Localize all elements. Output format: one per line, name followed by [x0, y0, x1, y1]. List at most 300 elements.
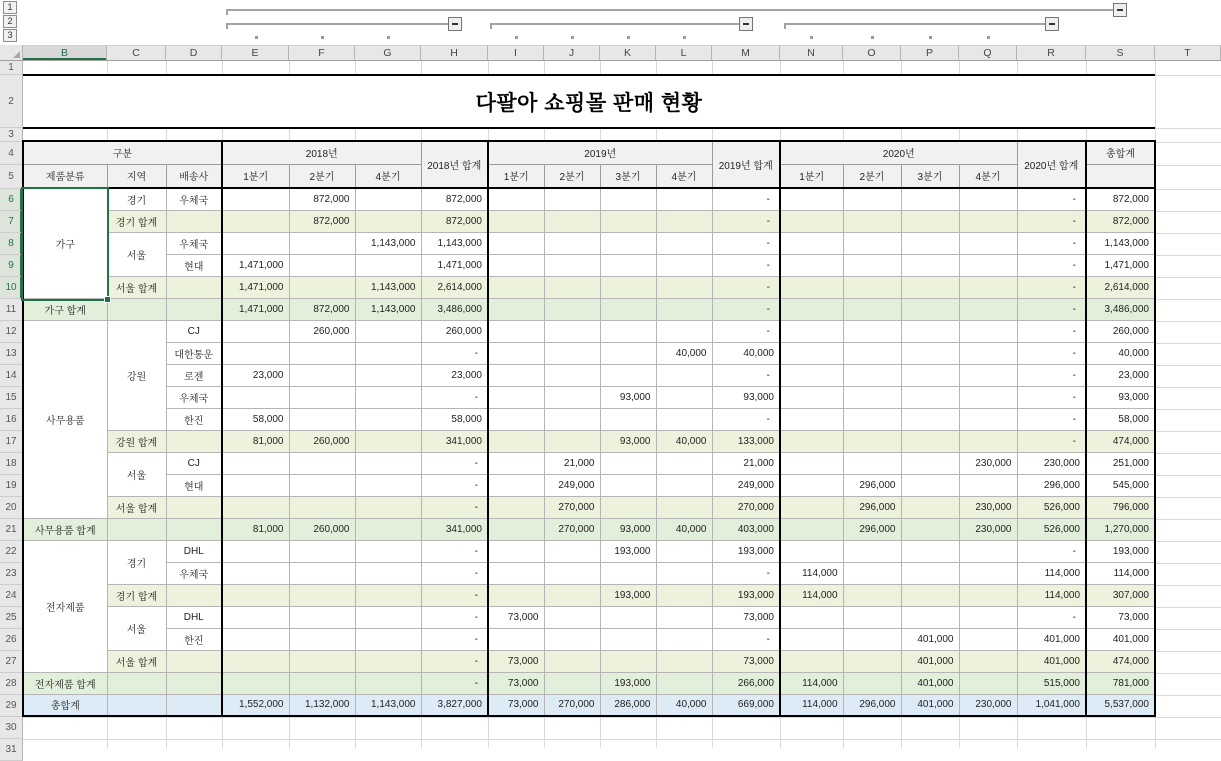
cell-H25[interactable]: -: [421, 606, 488, 628]
cell-B6[interactable]: 가구: [23, 188, 107, 298]
cell-H17[interactable]: 341,000: [421, 430, 488, 452]
header-quarter[interactable]: 1분기: [488, 164, 544, 188]
cell-J20[interactable]: 270,000: [544, 496, 600, 518]
cell-C6[interactable]: 경기: [107, 188, 166, 210]
cell-G12[interactable]: [355, 320, 421, 342]
cell-P23[interactable]: [901, 562, 959, 584]
header-quarter[interactable]: 1분기: [222, 164, 289, 188]
cell-S6[interactable]: 872,000: [1086, 188, 1155, 210]
cell-M13[interactable]: 40,000: [712, 342, 780, 364]
cell-Q11[interactable]: [959, 298, 1017, 320]
cell-J17[interactable]: [544, 430, 600, 452]
cell-D22[interactable]: DHL: [166, 540, 222, 562]
cell-S17[interactable]: 474,000: [1086, 430, 1155, 452]
cell-J11[interactable]: [544, 298, 600, 320]
row-header-30[interactable]: 30: [0, 717, 23, 739]
cell-M16[interactable]: -: [712, 408, 780, 430]
cell-C11[interactable]: [107, 298, 166, 320]
cell-F10[interactable]: [289, 276, 355, 298]
column-header-Q[interactable]: Q: [959, 45, 1017, 61]
cell-P20[interactable]: [901, 496, 959, 518]
cell-F6[interactable]: 872,000: [289, 188, 355, 210]
cell-J24[interactable]: [544, 584, 600, 606]
cell-R8[interactable]: -: [1017, 232, 1086, 254]
cell-H11[interactable]: 3,486,000: [421, 298, 488, 320]
cell-K18[interactable]: [600, 452, 656, 474]
cell-L12[interactable]: [656, 320, 712, 342]
cell-G29[interactable]: 1,143,000: [355, 694, 421, 716]
row-header-23[interactable]: 23: [0, 563, 23, 585]
cell-M12[interactable]: -: [712, 320, 780, 342]
cell-L24[interactable]: [656, 584, 712, 606]
cell-Q10[interactable]: [959, 276, 1017, 298]
cell-H15[interactable]: -: [421, 386, 488, 408]
cell-R16[interactable]: -: [1017, 408, 1086, 430]
cell-Q12[interactable]: [959, 320, 1017, 342]
cell-G18[interactable]: [355, 452, 421, 474]
cell-L17[interactable]: 40,000: [656, 430, 712, 452]
cell-O23[interactable]: [843, 562, 901, 584]
cell-D8[interactable]: 우체국: [166, 232, 222, 254]
cell-F20[interactable]: [289, 496, 355, 518]
cell-G15[interactable]: [355, 386, 421, 408]
cell-I25[interactable]: 73,000: [488, 606, 544, 628]
cell-S25[interactable]: 73,000: [1086, 606, 1155, 628]
column-header-R[interactable]: R: [1017, 45, 1086, 61]
cell-R17[interactable]: -: [1017, 430, 1086, 452]
cell-R11[interactable]: -: [1017, 298, 1086, 320]
cell-L29[interactable]: 40,000: [656, 694, 712, 716]
cell-P11[interactable]: [901, 298, 959, 320]
cell-M7[interactable]: -: [712, 210, 780, 232]
cell-I13[interactable]: [488, 342, 544, 364]
cell-N21[interactable]: [780, 518, 843, 540]
cell-G13[interactable]: [355, 342, 421, 364]
cell-P12[interactable]: [901, 320, 959, 342]
outline-level-2-button[interactable]: 2: [3, 15, 17, 28]
cell-G16[interactable]: [355, 408, 421, 430]
cell-G17[interactable]: [355, 430, 421, 452]
cell-F26[interactable]: [289, 628, 355, 650]
cell-O18[interactable]: [843, 452, 901, 474]
cell-M6[interactable]: -: [712, 188, 780, 210]
cell-H28[interactable]: -: [421, 672, 488, 694]
cell-Q15[interactable]: [959, 386, 1017, 408]
cell-D9[interactable]: 현대: [166, 254, 222, 276]
cell-C7[interactable]: 경기 합계: [107, 210, 166, 232]
cell-R22[interactable]: -: [1017, 540, 1086, 562]
cell-G24[interactable]: [355, 584, 421, 606]
cell-Q17[interactable]: [959, 430, 1017, 452]
row-header-3[interactable]: 3: [0, 128, 23, 142]
cell-O28[interactable]: [843, 672, 901, 694]
cell-G14[interactable]: [355, 364, 421, 386]
column-header-N[interactable]: N: [780, 45, 843, 61]
cell-K29[interactable]: 286,000: [600, 694, 656, 716]
cell-F28[interactable]: [289, 672, 355, 694]
cell-K22[interactable]: 193,000: [600, 540, 656, 562]
row-header-11[interactable]: 11: [0, 299, 23, 321]
cell-C18[interactable]: 서울: [107, 452, 166, 496]
cell-M17[interactable]: 133,000: [712, 430, 780, 452]
cell-K7[interactable]: [600, 210, 656, 232]
cell-O25[interactable]: [843, 606, 901, 628]
cell-E7[interactable]: [222, 210, 289, 232]
cell-S28[interactable]: 781,000: [1086, 672, 1155, 694]
cell-R12[interactable]: -: [1017, 320, 1086, 342]
cell-I26[interactable]: [488, 628, 544, 650]
cell-O29[interactable]: 296,000: [843, 694, 901, 716]
cell-E22[interactable]: [222, 540, 289, 562]
column-header-E[interactable]: E: [222, 45, 289, 61]
cell-J19[interactable]: 249,000: [544, 474, 600, 496]
cell-P25[interactable]: [901, 606, 959, 628]
cell-O10[interactable]: [843, 276, 901, 298]
cell-O27[interactable]: [843, 650, 901, 672]
cell-O26[interactable]: [843, 628, 901, 650]
cell-S9[interactable]: 1,471,000: [1086, 254, 1155, 276]
cell-J29[interactable]: 270,000: [544, 694, 600, 716]
cell-N25[interactable]: [780, 606, 843, 628]
cell-J6[interactable]: [544, 188, 600, 210]
cell-C12[interactable]: 강원: [107, 320, 166, 430]
cell-M26[interactable]: -: [712, 628, 780, 650]
cell-K19[interactable]: [600, 474, 656, 496]
cell-J15[interactable]: [544, 386, 600, 408]
collapse-all-years-button[interactable]: [1113, 3, 1127, 17]
cell-R24[interactable]: 114,000: [1017, 584, 1086, 606]
cell-C10[interactable]: 서울 합계: [107, 276, 166, 298]
cell-P8[interactable]: [901, 232, 959, 254]
row-header-12[interactable]: 12: [0, 321, 23, 343]
header-quarter[interactable]: 2분기: [289, 164, 355, 188]
cell-I16[interactable]: [488, 408, 544, 430]
cell-I22[interactable]: [488, 540, 544, 562]
cell-E23[interactable]: [222, 562, 289, 584]
cell-D25[interactable]: DHL: [166, 606, 222, 628]
cell-G11[interactable]: 1,143,000: [355, 298, 421, 320]
cell-N24[interactable]: 114,000: [780, 584, 843, 606]
header-dim-column[interactable]: 제품분류: [23, 164, 107, 188]
cell-S7[interactable]: 872,000: [1086, 210, 1155, 232]
cell-G8[interactable]: 1,143,000: [355, 232, 421, 254]
cell-D11[interactable]: [166, 298, 222, 320]
cell-G6[interactable]: [355, 188, 421, 210]
cell-F14[interactable]: [289, 364, 355, 386]
column-header-C[interactable]: C: [107, 45, 166, 61]
cell-E21[interactable]: 81,000: [222, 518, 289, 540]
cell-I6[interactable]: [488, 188, 544, 210]
cell-Q6[interactable]: [959, 188, 1017, 210]
cell-H20[interactable]: -: [421, 496, 488, 518]
cell-D23[interactable]: 우체국: [166, 562, 222, 584]
cell-I23[interactable]: [488, 562, 544, 584]
cell-Q26[interactable]: [959, 628, 1017, 650]
cell-M14[interactable]: -: [712, 364, 780, 386]
cell-E27[interactable]: [222, 650, 289, 672]
cell-S18[interactable]: 251,000: [1086, 452, 1155, 474]
cell-K24[interactable]: 193,000: [600, 584, 656, 606]
cell-D27[interactable]: [166, 650, 222, 672]
cell-S8[interactable]: 1,143,000: [1086, 232, 1155, 254]
cell-Q27[interactable]: [959, 650, 1017, 672]
row-header-8[interactable]: 8: [0, 233, 23, 255]
cell-Q19[interactable]: [959, 474, 1017, 496]
cell-G9[interactable]: [355, 254, 421, 276]
cell-S12[interactable]: 260,000: [1086, 320, 1155, 342]
cell-S27[interactable]: 474,000: [1086, 650, 1155, 672]
collapse-2019-button[interactable]: [739, 17, 753, 31]
cell-N10[interactable]: [780, 276, 843, 298]
cell-R9[interactable]: -: [1017, 254, 1086, 276]
cell-E12[interactable]: [222, 320, 289, 342]
cell-L14[interactable]: [656, 364, 712, 386]
select-all-corner[interactable]: [0, 45, 23, 61]
collapse-2018-button[interactable]: [448, 17, 462, 31]
row-header-4[interactable]: 4: [0, 142, 23, 165]
cell-K27[interactable]: [600, 650, 656, 672]
cell-E29[interactable]: 1,552,000: [222, 694, 289, 716]
cell-E15[interactable]: [222, 386, 289, 408]
cell-D17[interactable]: [166, 430, 222, 452]
cell-K23[interactable]: [600, 562, 656, 584]
cell-D18[interactable]: CJ: [166, 452, 222, 474]
cell-N12[interactable]: [780, 320, 843, 342]
cell-K14[interactable]: [600, 364, 656, 386]
cell-R6[interactable]: -: [1017, 188, 1086, 210]
cell-F22[interactable]: [289, 540, 355, 562]
header-quarter[interactable]: 4분기: [355, 164, 421, 188]
cell-M8[interactable]: -: [712, 232, 780, 254]
cell-J10[interactable]: [544, 276, 600, 298]
row-header-15[interactable]: 15: [0, 387, 23, 409]
cell-J23[interactable]: [544, 562, 600, 584]
cell-M15[interactable]: 93,000: [712, 386, 780, 408]
cell-I11[interactable]: [488, 298, 544, 320]
column-header-T[interactable]: T: [1155, 45, 1221, 61]
cell-F29[interactable]: 1,132,000: [289, 694, 355, 716]
row-header-7[interactable]: 7: [0, 211, 23, 233]
cell-N14[interactable]: [780, 364, 843, 386]
cell-E24[interactable]: [222, 584, 289, 606]
cell-H23[interactable]: -: [421, 562, 488, 584]
cell-M23[interactable]: -: [712, 562, 780, 584]
header-year-total[interactable]: 2019년 합계: [712, 141, 780, 188]
cell-F23[interactable]: [289, 562, 355, 584]
cell-R26[interactable]: 401,000: [1017, 628, 1086, 650]
cell-G21[interactable]: [355, 518, 421, 540]
header-dim-column[interactable]: 배송사: [166, 164, 222, 188]
cell-I12[interactable]: [488, 320, 544, 342]
cell-K26[interactable]: [600, 628, 656, 650]
cell-E6[interactable]: [222, 188, 289, 210]
cell-S14[interactable]: 23,000: [1086, 364, 1155, 386]
cell-O21[interactable]: 296,000: [843, 518, 901, 540]
cell-K25[interactable]: [600, 606, 656, 628]
cell-L11[interactable]: [656, 298, 712, 320]
header-year-total[interactable]: 2020년 합계: [1017, 141, 1086, 188]
cell-L27[interactable]: [656, 650, 712, 672]
cell-L16[interactable]: [656, 408, 712, 430]
cell-P22[interactable]: [901, 540, 959, 562]
cell-J26[interactable]: [544, 628, 600, 650]
column-header-S[interactable]: S: [1086, 45, 1155, 61]
cell-Q8[interactable]: [959, 232, 1017, 254]
cell-D28[interactable]: [166, 672, 222, 694]
row-header-5[interactable]: 5: [0, 165, 23, 189]
cell-K21[interactable]: 93,000: [600, 518, 656, 540]
cell-R27[interactable]: 401,000: [1017, 650, 1086, 672]
cell-H9[interactable]: 1,471,000: [421, 254, 488, 276]
column-header-G[interactable]: G: [355, 45, 421, 61]
cell-S29[interactable]: 5,537,000: [1086, 694, 1155, 716]
cell-N22[interactable]: [780, 540, 843, 562]
cell-D13[interactable]: 대한통운: [166, 342, 222, 364]
cell-I20[interactable]: [488, 496, 544, 518]
row-header-22[interactable]: 22: [0, 541, 23, 563]
cell-M29[interactable]: 669,000: [712, 694, 780, 716]
cell-E14[interactable]: 23,000: [222, 364, 289, 386]
cell-N8[interactable]: [780, 232, 843, 254]
cell-J27[interactable]: [544, 650, 600, 672]
cell-E20[interactable]: [222, 496, 289, 518]
cell-I15[interactable]: [488, 386, 544, 408]
cell-O7[interactable]: [843, 210, 901, 232]
cell-P19[interactable]: [901, 474, 959, 496]
cell-P9[interactable]: [901, 254, 959, 276]
cell-J12[interactable]: [544, 320, 600, 342]
column-header-P[interactable]: P: [901, 45, 959, 61]
cell-H13[interactable]: -: [421, 342, 488, 364]
header-year-total[interactable]: 2018년 합계: [421, 141, 488, 188]
cell-Q28[interactable]: [959, 672, 1017, 694]
cell-R15[interactable]: -: [1017, 386, 1086, 408]
cell-F8[interactable]: [289, 232, 355, 254]
header-quarter[interactable]: 3분기: [901, 164, 959, 188]
cell-N18[interactable]: [780, 452, 843, 474]
cell-R25[interactable]: -: [1017, 606, 1086, 628]
cell-K6[interactable]: [600, 188, 656, 210]
cell-L15[interactable]: [656, 386, 712, 408]
outline-level-1-button[interactable]: 1: [3, 1, 17, 14]
cell-P18[interactable]: [901, 452, 959, 474]
cell-O6[interactable]: [843, 188, 901, 210]
cell-K20[interactable]: [600, 496, 656, 518]
cell-R14[interactable]: -: [1017, 364, 1086, 386]
cell-B11[interactable]: 가구 합계: [23, 298, 107, 320]
cell-Q21[interactable]: 230,000: [959, 518, 1017, 540]
column-header-B[interactable]: B: [23, 45, 107, 61]
cell-O17[interactable]: [843, 430, 901, 452]
cell-L18[interactable]: [656, 452, 712, 474]
cell-H18[interactable]: -: [421, 452, 488, 474]
header-year-2018년[interactable]: 2018년: [222, 141, 421, 164]
cell-Q7[interactable]: [959, 210, 1017, 232]
cell-M22[interactable]: 193,000: [712, 540, 780, 562]
cell-H19[interactable]: -: [421, 474, 488, 496]
cell-H26[interactable]: -: [421, 628, 488, 650]
column-header-J[interactable]: J: [544, 45, 600, 61]
cell-M10[interactable]: -: [712, 276, 780, 298]
cell-L6[interactable]: [656, 188, 712, 210]
cell-J16[interactable]: [544, 408, 600, 430]
row-header-17[interactable]: 17: [0, 431, 23, 453]
cell-E8[interactable]: [222, 232, 289, 254]
cell-M27[interactable]: 73,000: [712, 650, 780, 672]
cell-S13[interactable]: 40,000: [1086, 342, 1155, 364]
cell-J9[interactable]: [544, 254, 600, 276]
cell-D26[interactable]: 한진: [166, 628, 222, 650]
cell-Q9[interactable]: [959, 254, 1017, 276]
cell-I19[interactable]: [488, 474, 544, 496]
cell-D29[interactable]: [166, 694, 222, 716]
header-quarter[interactable]: 1분기: [780, 164, 843, 188]
cell-O9[interactable]: [843, 254, 901, 276]
cell-N11[interactable]: [780, 298, 843, 320]
cell-P14[interactable]: [901, 364, 959, 386]
cell-K10[interactable]: [600, 276, 656, 298]
cell-H27[interactable]: -: [421, 650, 488, 672]
cell-R7[interactable]: -: [1017, 210, 1086, 232]
cell-M25[interactable]: 73,000: [712, 606, 780, 628]
cell-L26[interactable]: [656, 628, 712, 650]
cell-F12[interactable]: 260,000: [289, 320, 355, 342]
cell-E28[interactable]: [222, 672, 289, 694]
column-header-M[interactable]: M: [712, 45, 780, 61]
row-header-18[interactable]: 18: [0, 453, 23, 475]
header-group-label[interactable]: 구분: [23, 141, 222, 164]
cell-D16[interactable]: 한진: [166, 408, 222, 430]
cell-D24[interactable]: [166, 584, 222, 606]
row-header-26[interactable]: 26: [0, 629, 23, 651]
cell-B12[interactable]: 사무용품: [23, 320, 107, 518]
outline-level-3-button[interactable]: 3: [3, 29, 17, 42]
cell-N9[interactable]: [780, 254, 843, 276]
cell-F7[interactable]: 872,000: [289, 210, 355, 232]
cell-Q13[interactable]: [959, 342, 1017, 364]
cell-E26[interactable]: [222, 628, 289, 650]
cell-E16[interactable]: 58,000: [222, 408, 289, 430]
cell-D15[interactable]: 우체국: [166, 386, 222, 408]
cell-I17[interactable]: [488, 430, 544, 452]
cell-D20[interactable]: [166, 496, 222, 518]
cell-I21[interactable]: [488, 518, 544, 540]
cell-J28[interactable]: [544, 672, 600, 694]
row-header-19[interactable]: 19: [0, 475, 23, 497]
cell-J14[interactable]: [544, 364, 600, 386]
cell-E19[interactable]: [222, 474, 289, 496]
cell-Q20[interactable]: 230,000: [959, 496, 1017, 518]
cell-L7[interactable]: [656, 210, 712, 232]
cell-F17[interactable]: 260,000: [289, 430, 355, 452]
cell-F15[interactable]: [289, 386, 355, 408]
cell-B28[interactable]: 전자제품 합계: [23, 672, 107, 694]
cell-K28[interactable]: 193,000: [600, 672, 656, 694]
cell-B21[interactable]: 사무용품 합계: [23, 518, 107, 540]
cell-P13[interactable]: [901, 342, 959, 364]
header-quarter[interactable]: 2분기: [544, 164, 600, 188]
header-grand-total-spacer[interactable]: [1086, 164, 1155, 188]
cell-N28[interactable]: 114,000: [780, 672, 843, 694]
cell-R28[interactable]: 515,000: [1017, 672, 1086, 694]
cell-R21[interactable]: 526,000: [1017, 518, 1086, 540]
cell-H29[interactable]: 3,827,000: [421, 694, 488, 716]
cell-N29[interactable]: 114,000: [780, 694, 843, 716]
cell-C22[interactable]: 경기: [107, 540, 166, 584]
row-header-28[interactable]: 28: [0, 673, 23, 695]
cell-I28[interactable]: 73,000: [488, 672, 544, 694]
cell-I18[interactable]: [488, 452, 544, 474]
